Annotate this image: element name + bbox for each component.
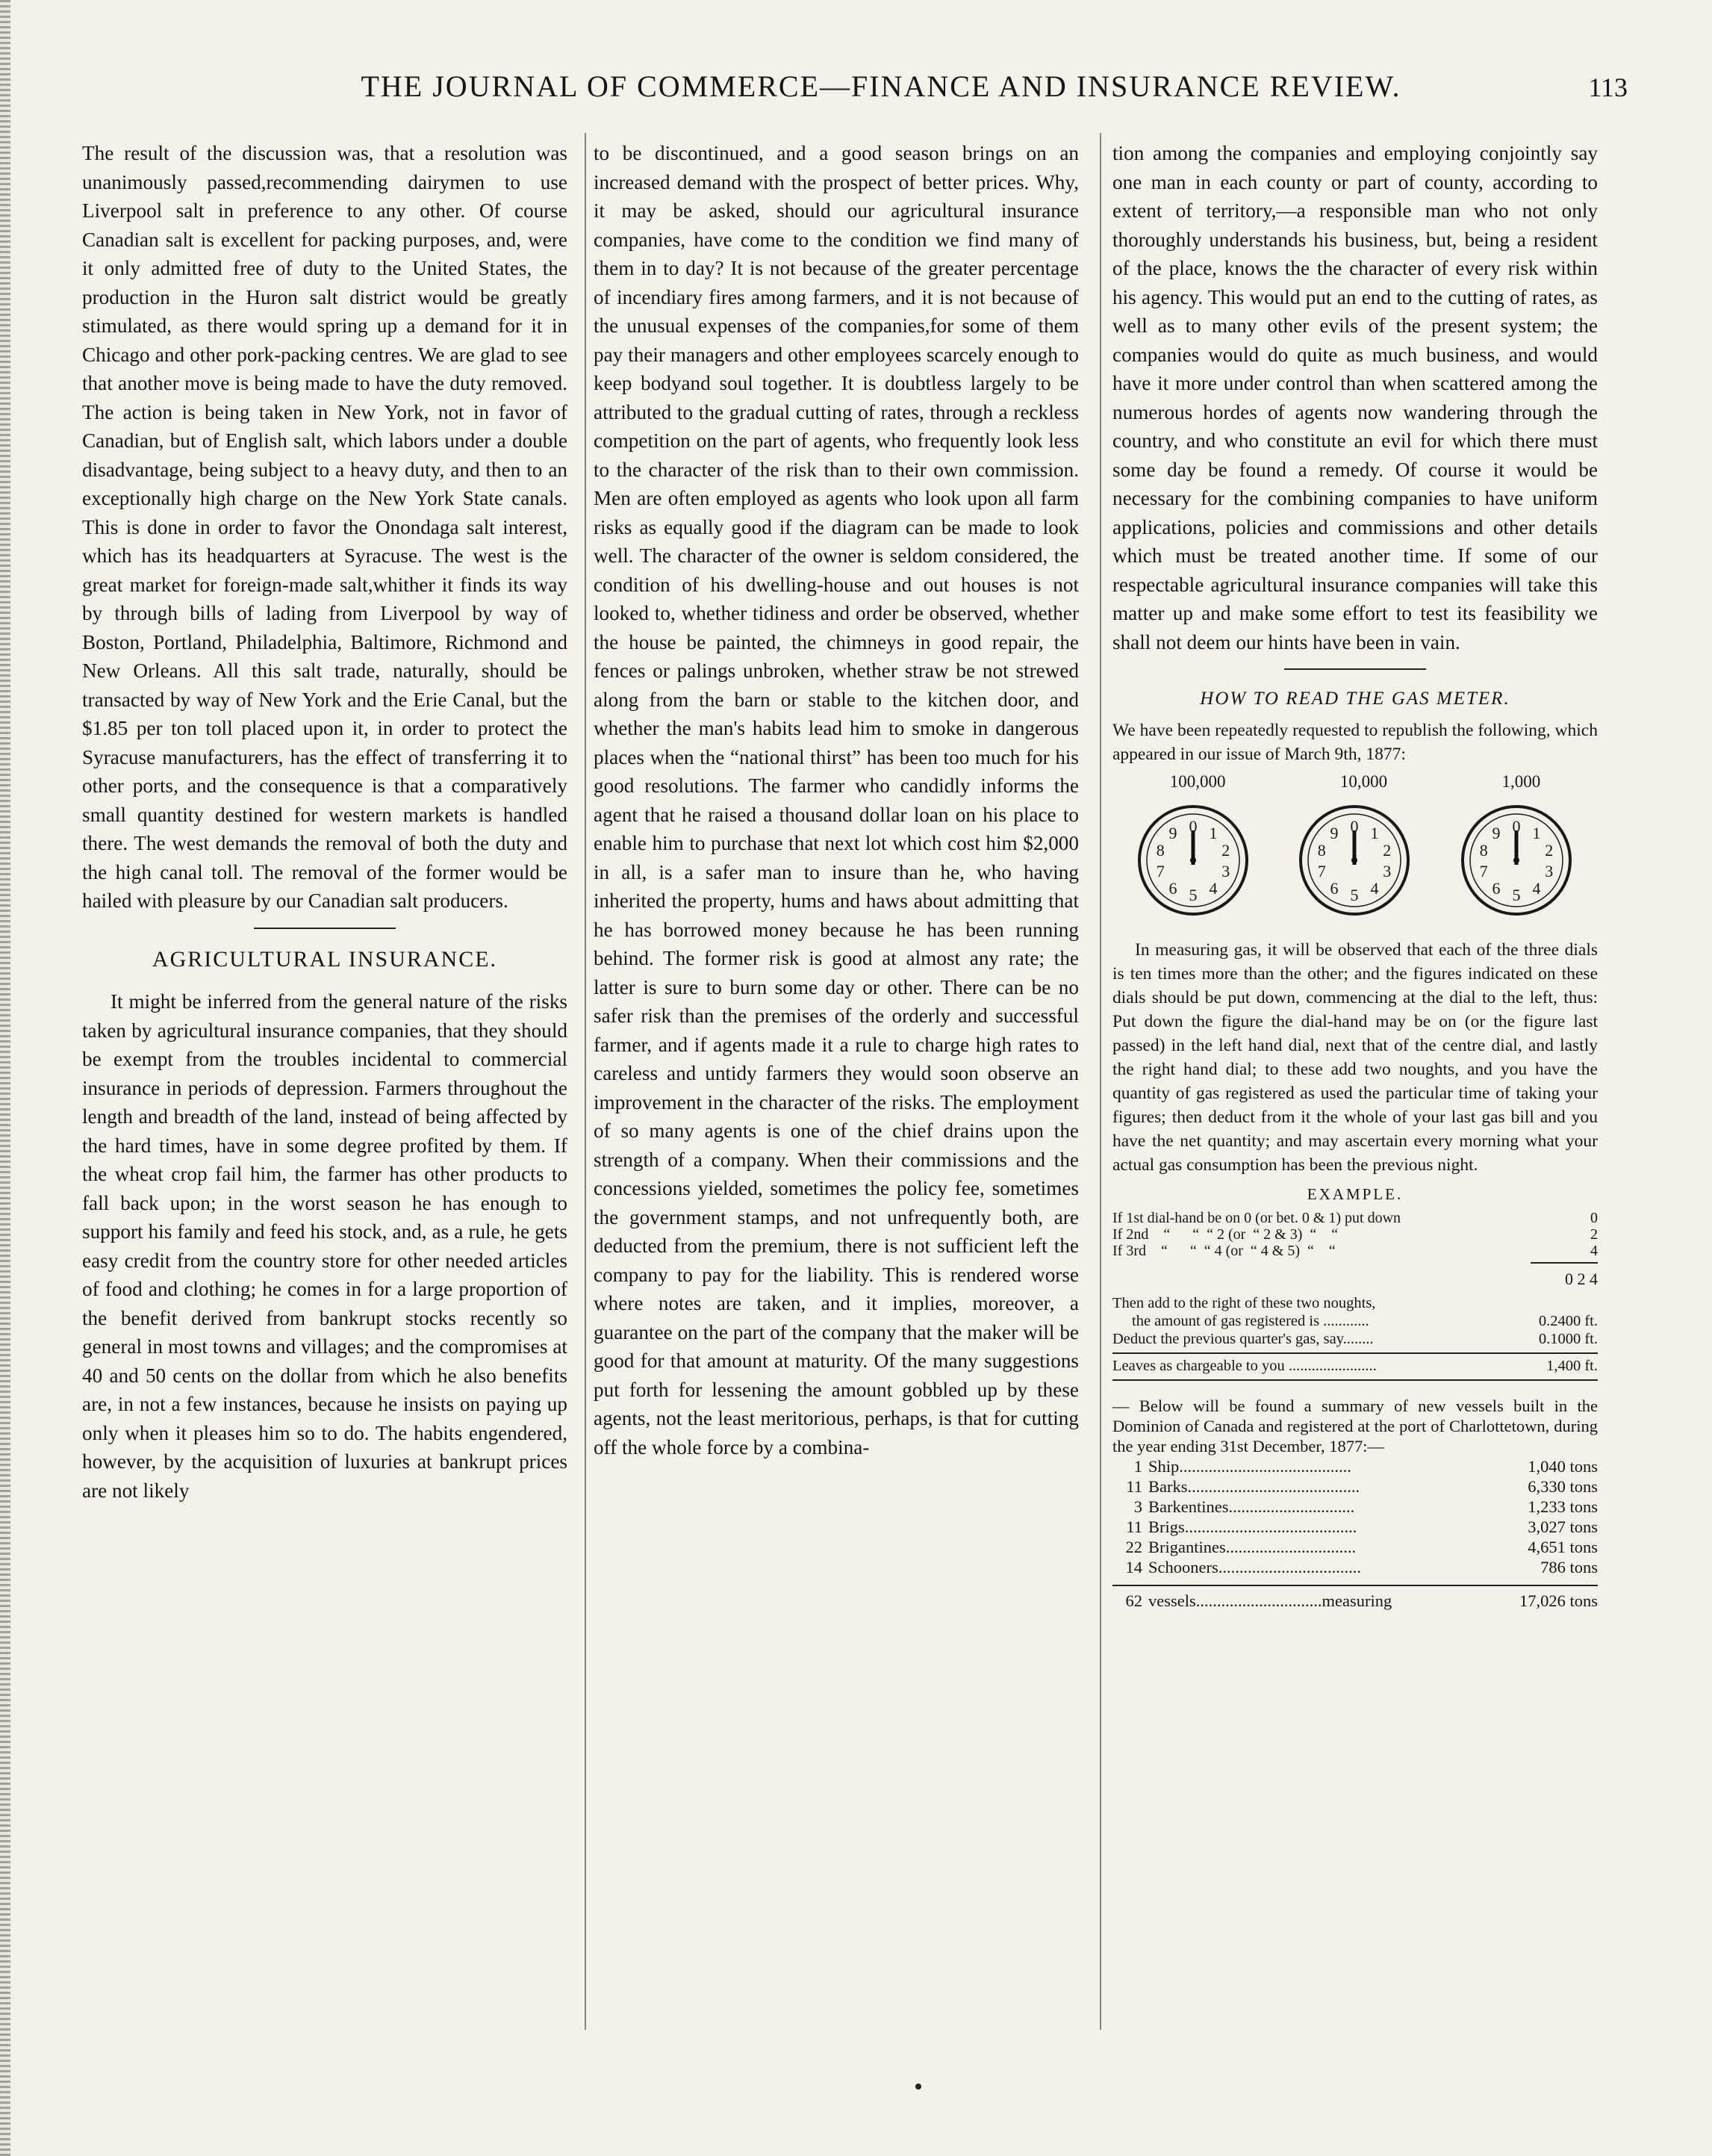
dial-number: 1 [1532, 823, 1541, 842]
dial-number: 1 [1371, 823, 1380, 842]
column-rule [1100, 133, 1101, 2030]
vessel-tons: 4,651 tons [1528, 1537, 1598, 1556]
vessel-type: Barks......................................... [1148, 1476, 1360, 1496]
vessel-type: Ship......................................... [1148, 1456, 1351, 1476]
dial-number: 3 [1383, 862, 1392, 881]
column-2 [594, 139, 1079, 1461]
dial-number: 8 [1318, 840, 1327, 860]
dial-number: 7 [1479, 862, 1488, 881]
vessel-tons: 786 tons [1540, 1557, 1598, 1576]
example-total: 0 2 4 [1531, 1262, 1598, 1294]
page-edge-scan-artifact [0, 0, 10, 2156]
example-row-value: 2 [1590, 1226, 1598, 1243]
vessel-tons: 1,233 tons [1528, 1497, 1598, 1516]
footer-mark [915, 2084, 921, 2090]
page-number: 113 [1588, 72, 1628, 102]
vessel-tons: 6,330 tons [1528, 1476, 1598, 1496]
dial-number: 2 [1383, 840, 1392, 860]
example-row-label: If 2nd “ “ “ 2 (or “ 2 & 3) “ “ [1112, 1226, 1339, 1243]
calc-result-row [1112, 1357, 1598, 1375]
dial-number: 8 [1479, 840, 1488, 860]
dial-number: 6 [1168, 879, 1177, 898]
calc-row-value: 0.1000 ft. [1538, 1330, 1598, 1347]
vessel-type: Barkentines.............................. [1148, 1497, 1355, 1516]
gas-dial-100000 [1128, 799, 1259, 931]
vessel-row [1112, 1557, 1598, 1577]
dial-number: 0 [1512, 817, 1521, 836]
vessel-row [1112, 1517, 1598, 1537]
calc-divider [1112, 1352, 1598, 1354]
dial-number: 4 [1209, 879, 1218, 898]
vessel-row [1112, 1537, 1598, 1557]
insurance-article-paragraph: It might be inferred from the general nature of the risks taken by agricultural insurance companies, that they should be exempt from the troubles incidental to commercial insurance in periods of depression. Farmers throughout the length and breadth of the land, instead of being affected by the hard times, have in some degree profited by them. If the wheat crop fail him, the farmer has other products to fall back upon; in the worst season he has enough to support his family and feed his stock, and, as a rule, he gets easy credit from the country store for other needed articles of food and clothing; he comes in for a large proportion of the benefit derived from bankrupt stocks recently so general in most towns and villages; and the compromises at 40 and 50 cents on the dollar from which he also benefits are, in not a few instances, because he insists on paying up only when it pleases him so to do. The habits engendered, however, by the acquisition of luxuries at bankrupt prices are not likely [82, 990, 567, 1502]
calc-row [1112, 1312, 1598, 1330]
dial-hub [1351, 857, 1357, 863]
dial-label: 100,000 [1169, 771, 1226, 791]
insurance-article-conclusion: tion among the companies and employing conjointly say one man in each county or part of county, according to extent of territory,—a responsible man who not only thoroughly understands his business, but, being a resident of the place, knows the the character of every risk within his agency. This would put an end to the cutting of rates, as well as to many other evils of the present system; the companies would do quite as much business, and would have it more under control than when scattered among the numerous hordes of agents now wandering through the country, and who constitute an evil for which there must some day be found a remedy. Of course it would be necessary for the combining companies to have uniform applications, policies and commissions and other details which must be treated another time. If some of our respectable agricultural insurance companies will take this matter up and make some effort to test its feasibility we shall not deem our hints have been in vain. [1112, 142, 1598, 653]
dial-number: 5 [1350, 886, 1359, 904]
gas-dial-10000 [1289, 799, 1420, 931]
vessel-count: 11 [1126, 1476, 1142, 1496]
example-row-label: If 1st dial-hand be on 0 (or bet. 0 & 1) put down [1112, 1210, 1401, 1226]
dial-number: 5 [1512, 886, 1521, 904]
example-row-value: 4 [1590, 1243, 1598, 1259]
example-row [1112, 1226, 1598, 1243]
vessel-total-tons: 17,026 tons [1519, 1591, 1598, 1610]
vessel-total-count: 62 [1125, 1591, 1142, 1610]
calc-row [1112, 1330, 1598, 1348]
vessel-row [1112, 1497, 1598, 1517]
section-divider [1284, 668, 1426, 670]
dial-number: 9 [1492, 823, 1501, 842]
dial-number: 0 [1189, 817, 1198, 836]
vessel-count: 14 [1125, 1557, 1142, 1576]
dial-number: 9 [1330, 823, 1339, 842]
vessel-count: 22 [1125, 1537, 1142, 1556]
dial-number: 8 [1156, 840, 1165, 860]
page-header [75, 69, 1628, 114]
gas-dial-1000 [1451, 799, 1582, 931]
vessel-count: 3 [1133, 1497, 1142, 1516]
dial-number: 2 [1545, 840, 1554, 860]
vessel-type: Schooners.................................. [1148, 1557, 1361, 1576]
dial-number: 6 [1492, 879, 1501, 898]
gas-instructions: In measuring gas, it will be observed that each of the three dials is ten times more than the other; and the figures indicated on these dials should be put down, commencing at the dial to the left, thus: Put down the figure the dial-hand may be on (or the figure last passed) in the left hand dial, next that of the centre dial, and lastly the right hand dial; to these add two noughts, and you have the quantity of gas registered as used the particular time of taking your figures; then deduct from it the whole of your last gas bill and you have the net quantity; and may ascertain every morning what your actual gas consumption has been the previous night. [1112, 939, 1598, 1175]
dial-number: 5 [1189, 886, 1198, 904]
calc-row-label: Deduct the previous quarter's gas, say........ [1112, 1330, 1374, 1347]
calc-row-label: the amount of gas registered is ............ [1132, 1312, 1369, 1329]
example-heading: EXAMPLE. [1307, 1184, 1404, 1203]
calc-intro-row [1112, 1294, 1598, 1312]
calc-intro: Then add to the right of these two noughts, [1112, 1294, 1376, 1311]
dial-number: 3 [1221, 862, 1230, 881]
journal-title: THE JOURNAL OF COMMERCE—FINANCE AND INSURANCE REVIEW. [361, 69, 1401, 103]
vessel-tons: 1,040 tons [1528, 1456, 1598, 1476]
dial-labels [1112, 768, 1598, 797]
insurance-article-continued: to be discontinued, and a good season brings on an increased demand with the prospect of better prices. Why, it may be asked, should our agricultural insurance companies, have come to the condition we find many of them in to day? It is not because of the greater percentage of incendiary fires among farmers, and it is not because of the unusual expenses of the companies,for some of them pay their managers and other employees scarcely enough to keep bodyand soul together. It is doubtless largely to be attributed to the gradual cutting of rates, through a reckless competition on the part of agents, who frequently look less to the character of the risk than to their own commission. Men are often employed as agents who look upon all farm risks as equally good if the diagram can be made to look well. The character of the owner is seldom considered, the condition of his dwelling-house and out houses is not looked to, whether tidiness and order be observed, whether the house be painted, the chimneys in good repair, the fences or palings unbroken, whether straw be not strewed along from the barn or stable to the kitchen door, and whether the man's habits lead him to smoke in dangerous places when the “national thirst” has been too much for his good resolutions. The farmer who candidly informs the agent that he raised a thousand dollar loan on his place to enable him to purchase that next lot which cost him $2,000 in all, is a safer man to insure than he, who having inherited the property, hums and haws about admitting that he has borrowed money because he has been running behind. The former risk is good at almost any rate; the latter is sure to burn some day or other. There can be no safer risk than the premises of the orderly and successful farmer, and if agents made it a rule to charge high rates to careless and untidy farmers they would soon observe an improvement in the character of the risks. The employment of so many agents is one of the chief drains upon the strength of a company. When their commissions and the concessions yielded, sometimes the policy fee, sometimes the government stamps, and not unfrequently both, are deducted from the premium, there is not sufficient left the company to pay for the liability. This is rendered worse where notes are taken, and it implies, moreover, a guarantee on the part of the company that the maker will be good for that amount at maturity. Of the many suggestions put forth for lessening the amount gobbled up by these agents, not the least meritorious, perhaps, is that for cutting off the whole force by a combina- [594, 142, 1079, 1458]
column-3 [1112, 139, 1598, 1611]
example-row-label: If 3rd “ “ “ 4 (or “ 4 & 5) “ “ [1112, 1243, 1336, 1259]
gas-meter-dials [1112, 799, 1598, 931]
section-divider [254, 928, 396, 929]
vessel-row [1112, 1476, 1598, 1497]
dial-label: 1,000 [1501, 771, 1541, 791]
dial-hub [1513, 857, 1519, 863]
dial-number: 1 [1209, 823, 1218, 842]
section-title-gas-meter: HOW TO READ THE GAS METER. [1200, 689, 1510, 709]
vessel-tons: 3,027 tons [1528, 1517, 1598, 1536]
dial-label: 10,000 [1339, 771, 1388, 791]
section-title-agricultural-insurance: AGRICULTURAL INSURANCE. [152, 946, 498, 972]
vessels-intro: — Below will be found a summary of new vessels built in the Dominion of Canada and registered at the port of Charlottetown, during the year ending 31st December, 1877:— [1112, 1396, 1598, 1456]
column-1 [82, 139, 567, 1505]
calc-divider [1112, 1379, 1598, 1381]
gas-intro: We have been repeatedly requested to republish the following, which appeared in our issue of March 9th, 1877: [1112, 720, 1598, 764]
salt-article-paragraph: The result of the discussion was, that a resolution was unanimously passed,recommending dairymen to use Liverpool salt in preference to any other. Of course Canadian salt is excellent for packing purposes, and, were it only admitted free of duty to the United States, the production in the Huron salt district would be greatly stimulated, as there would spring up a demand for it in Chicago and other pork-packing centres. We are glad to see that another move is being made to have the duty removed. The action is being taken in New York, not in favor of Canadian, but of English salt, which labors under a double disadvantage, being subject to a heavy duty, and then to an exceptionally high charge on the New York State canals. This is done in order to favor the Onondaga salt interest, which has its headquarters at Syracuse. The west is the great market for foreign-made salt,whither it finds its way by through bills of lading from Liverpool by way of Boston, Portland, Philadelphia, Baltimore, Richmond and New Orleans. All this salt trade, naturally, should be transacted by way of New York and the Erie Canal, but the $1.85 per ton toll placed upon it, in order to protect the Syracuse manufacturers, has the effect of transferring it to other ports, and the consequence is that a comparatively small quantity destined for western markets is handled there. The west demands the removal of both the duty and the high canal toll. The removal of the former would be hailed with pleasure by our Canadian salt producers. [82, 142, 567, 912]
dial-number: 3 [1545, 862, 1554, 881]
dial-number: 0 [1350, 817, 1359, 836]
dial-number: 6 [1330, 879, 1339, 898]
vessel-total-row [1112, 1585, 1598, 1611]
dial-hub [1190, 857, 1196, 863]
dial-number: 2 [1221, 840, 1230, 860]
example-row [1112, 1210, 1598, 1226]
dial-number: 4 [1532, 879, 1541, 898]
dial-number: 7 [1318, 862, 1327, 881]
vessel-type: Brigs......................................... [1148, 1517, 1357, 1536]
vessel-count: 11 [1126, 1517, 1142, 1536]
calc-result-value: 1,400 ft. [1546, 1357, 1598, 1374]
example-row-value: 0 [1590, 1210, 1598, 1226]
vessel-count: 1 [1133, 1456, 1142, 1476]
vessel-row [1112, 1456, 1598, 1476]
dial-number: 9 [1168, 823, 1177, 842]
calc-row-value: 0.2400 ft. [1538, 1312, 1598, 1329]
dial-number: 7 [1156, 862, 1165, 881]
example-row [1112, 1243, 1598, 1259]
vessel-type: Brigantines............................... [1148, 1537, 1357, 1556]
vessel-total-label: vessels..............................measuring [1148, 1591, 1392, 1610]
calc-result-label: Leaves as chargeable to you ....................... [1112, 1357, 1377, 1374]
column-rule [585, 133, 586, 2030]
dial-number: 4 [1371, 879, 1380, 898]
